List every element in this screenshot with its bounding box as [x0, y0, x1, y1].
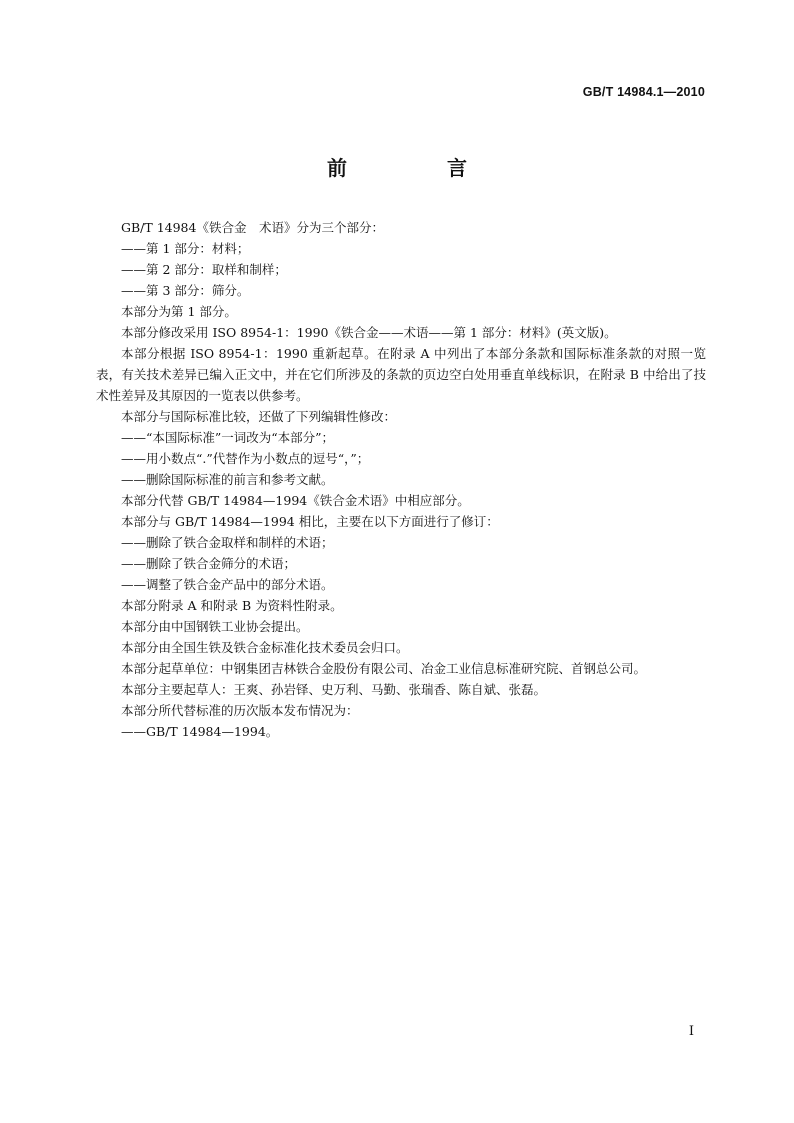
paragraph: ——第 1 部分：材料；	[121, 241, 250, 256]
paragraph: 本部分由全国生铁及铁合金标准化技术委员会归口。	[121, 640, 409, 655]
page-number: I	[688, 1024, 694, 1039]
paragraph: 本部分起草单位：中钢集团吉林铁合金股份有限公司、冶金工业信息标准研究院、首钢总公司。	[121, 661, 647, 676]
paragraph: 本部分所代替标准的历次版本发布情况为：	[121, 703, 359, 718]
paragraph: 本部分代替 GB/T 14984—1994《铁合金术语》中相应部分。	[121, 493, 470, 508]
paragraph: ——删除了铁合金筛分的术语；	[121, 556, 297, 571]
foreword-body	[96, 217, 706, 742]
paragraph: ——删除了铁合金取样和制样的术语；	[121, 535, 334, 550]
paragraph: 本部分为第 1 部分。	[121, 304, 237, 319]
paragraph: 本部分主要起草人：王爽、孙岩铎、史万利、马勤、张瑞香、陈自斌、张磊。	[121, 682, 547, 697]
paragraph: ——用小数点“.”代替作为小数点的逗号“，”；	[121, 451, 370, 466]
paragraph: ——“本国际标准”一词改为“本部分”；	[121, 430, 335, 445]
paragraph: ——删除国际标准的前言和参考文献。	[121, 472, 334, 487]
paragraph: ——GB/T 14984—1994。	[121, 724, 279, 739]
paragraph: ——第 3 部分：筛分。	[121, 283, 250, 298]
paragraph: ——第 2 部分：取样和制样；	[121, 262, 287, 277]
page-title: 前 言	[327, 156, 507, 180]
paragraph: 本部分与国际标准比较，还做了下列编辑性修改：	[121, 409, 397, 424]
paragraph: 本部分修改采用 ISO 8954-1：1990《铁合金——术语——第 1 部分：材料》(英文版)。	[121, 325, 617, 340]
paragraph: 本部分与 GB/T 14984—1994 相比，主要在以下方面进行了修订：	[121, 514, 499, 529]
paragraph: ——调整了铁合金产品中的部分术语。	[121, 577, 334, 592]
paragraph: 本部分由中国钢铁工业协会提出。	[121, 619, 309, 634]
document-code: GB/T 14984.1—2010	[582, 85, 705, 99]
paragraph: 本部分附录 A 和附录 B 为资料性附录。	[121, 598, 343, 613]
paragraph: GB/T 14984《铁合金 术语》分为三个部分：	[121, 220, 384, 235]
paragraph: 本部分根据 ISO 8954-1：1990 重新起草。在附录 A 中列出了本部分条款和国际标准条款的对照一览表，有关技术差异已编入正文中，并在它们所涉及的条款的页边空白处用垂直单线标识，在附录 B 中给出了技术性差异及其原因的一览表以供参考。	[96, 346, 706, 403]
